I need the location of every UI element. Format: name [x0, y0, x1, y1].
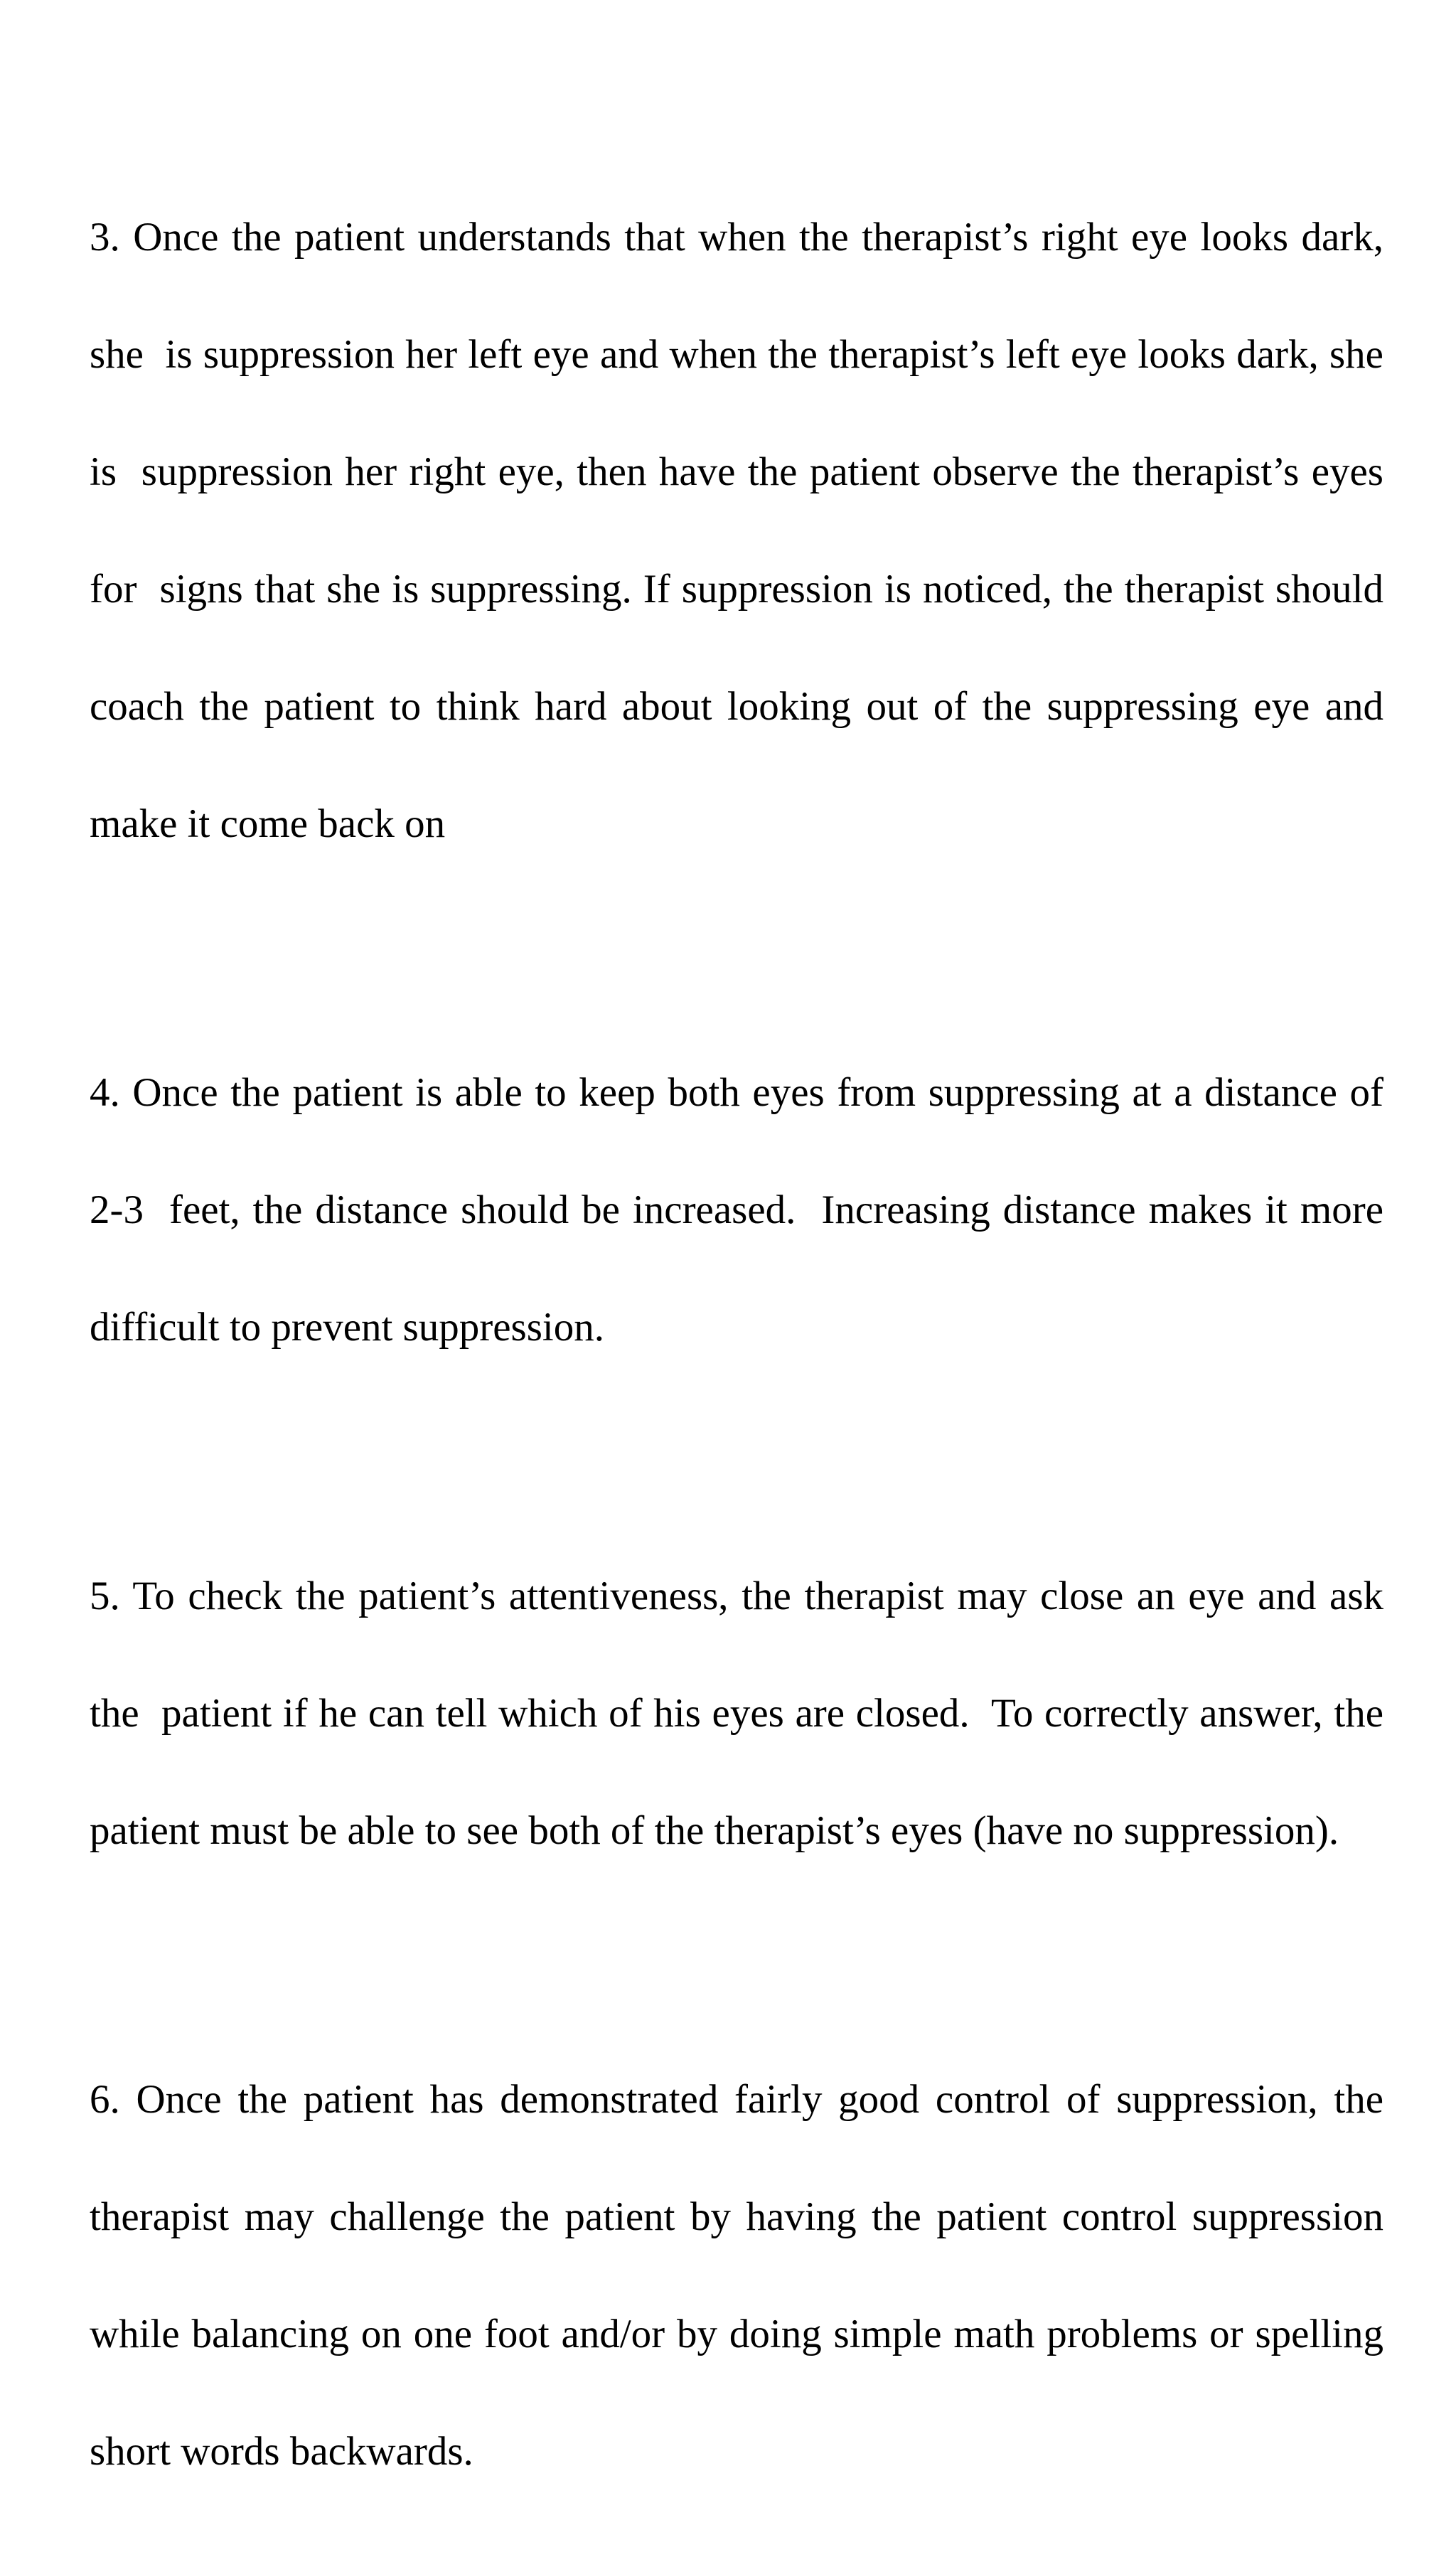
text-line: 6. Once the patient has demonstrated fairly good control of suppression, the — [90, 2077, 1383, 2122]
text-line: the patient if he can tell which of his eyes are closed. To correctly answer, the — [90, 1691, 1383, 1736]
text-line: 4. Once the patient is able to keep both eyes from suppressing at a distance of — [90, 1070, 1383, 1115]
paragraph-step-4 — [90, 995, 1383, 1425]
text-line: therapist may challenge the patient by having the patient control suppression — [90, 2194, 1383, 2239]
text-line: is suppression her right eye, then have the patient observe the therapist’s eyes — [90, 449, 1383, 494]
paragraph-step-6 — [90, 2002, 1383, 2549]
text-line: make it come back on — [90, 801, 446, 846]
text-line: for signs that she is suppressing. If suppression is noticed, the therapist should — [90, 567, 1383, 612]
text-line: while balancing on one foot and/or by doing simple math problems or spelling — [90, 2312, 1383, 2356]
text-line: coach the patient to think hard about looking out of the suppressing eye and — [90, 684, 1383, 729]
text-line: 2-3 feet, the distance should be increased. Increasing distance makes it more — [90, 1187, 1383, 1232]
text-line: patient must be able to see both of the therapist’s eyes (have no suppression). — [90, 1808, 1339, 1853]
slide-body — [90, 139, 1383, 2549]
text-line: 3. Once the patient understands that when the therapist’s right eye looks dark, — [90, 215, 1383, 260]
text-line: short words backwards. — [90, 2429, 473, 2474]
text-line: difficult to prevent suppression. — [90, 1305, 604, 1350]
text-line: she is suppression her left eye and when the therapist’s left eye looks dark, she — [90, 332, 1383, 377]
paragraph-step-5 — [90, 1498, 1383, 1928]
paragraph-step-3 — [90, 139, 1383, 922]
text-line: 5. To check the patient’s attentiveness, the therapist may close an eye and ask — [90, 1574, 1383, 1618]
